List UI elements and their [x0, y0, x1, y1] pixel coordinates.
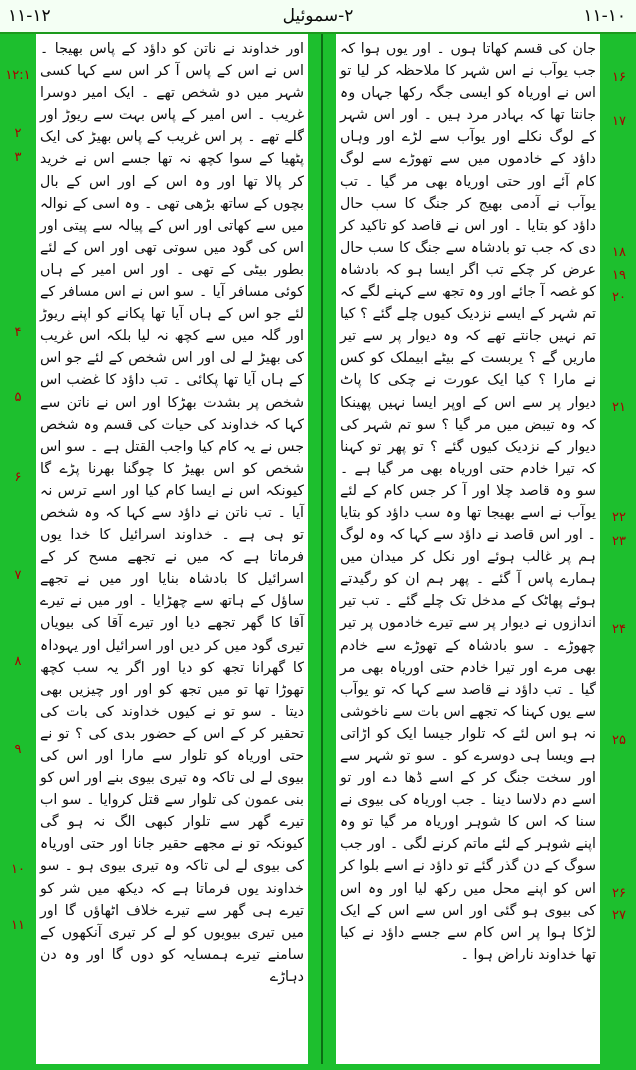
bottom-border	[0, 1064, 636, 1070]
right-verse-number: ۱۹	[612, 268, 626, 283]
left-verse-number: ۱۲:۱	[5, 68, 31, 83]
left-verse-number: ۴	[14, 325, 22, 340]
right-verse-number: ۲۵	[612, 733, 626, 748]
left-text-column	[40, 38, 304, 988]
right-text-column	[340, 38, 596, 966]
right-column-text: جان کی قسم کھاتا ہوں ۔ اور یوں ہوا کہ جب یوآب نے اس شہر کا ملاحظہ کر لیا تو اس نے اوریاہ کو ایسی جگہ رکھا جہاں وہ جانتا تھا کہ بہادر مرد ہیں ۔ اور اس شہر کے لوگ نکلے اور یوآب سے لڑے اور وہاں داؤد کے خادموں میں سے تھوڑے سے لوگ کام آئے اور حتی اوریاہ بھی مر گیا ۔ تب یوآب نے آدمی بھیج کر جنگ کا سب حال داؤد کو بتایا ۔ اور اس نے قاصد کو تاکید کر دی کہ جب تو بادشاہ سے جنگ کا سب حال عرض کر چکے تب اگر ایسا ہو کہ بادشاہ کو غصہ آ جائے اور وہ تجھ سے کہنے لگے کہ تم شہر کے ایسے نزدیک کیوں چلے گئے ؟ کیا تم نہیں جانتے تھے کہ وہ دیوار پر سے تیر ماریں گے ؟ یربست کے بیٹے ابیملک کو کس نے مارا ؟ کیا ایک عورت نے چکی کا پاٹ دیوار پر سے اس کے اوپر ایسا نہیں پھینکا کہ وہ تیبض میں مر گیا ؟ سو تم شہر کی دیوار کے نزدیک کیوں گئے ؟ تو پھر تو کہنا کہ تیرا خادم حتی اوریاہ بھی مر گیا ہے ۔ سو وہ قاصد چلا اور آ کر جس کام کے لئے یوآب نے اسے بھیجا تھا وہ سب داؤد کو بتایا ۔ اور اس قاصد نے داؤد سے کہا کہ وہ لوگ ہم پر غالب ہوئے اور نکل کر میدان میں ہمارے پاس آ گئے ۔ پھر ہم ان کو رگیدتے ہوئے پھاٹک کے مدخل تک چلے گئے ۔ تب تیر اندازوں نے دیوار پر سے تیرے خادموں پر تیر چھوڑے ۔ سو بادشاہ کے تھوڑے سے خادم بھی مرے اور تیرا خادم حتی اوریاہ بھی مر گیا ۔ تب داؤد نے قاصد سے کہا کہ تو یوآب سے یوں کہنا کہ تجھے اس بات سے ناخوشی نہ ہو اس لئے کہ تلوار جیسا ایک کو اڑاتی ہے ویسا ہی دوسرے کو ۔ سو تو شہر سے اور سخت جنگ کر کے اسے ڈھا دے اور تو اسے دم دلاسا دینا ۔ جب اوریاہ کی بیوی نے سنا کہ اس کا شوہر اوریاہ مر گیا تو وہ اپنے شوہر کے لئے ماتم کرنے لگی ۔ اور جب سوگ کے دن گذر گئے تو داؤد نے اسے بلوا کر اس کو اپنے محل میں رکھ لیا اور وہ اس کی بیوی ہو گئی اور اس سے اس کے ایک لڑکا ہوا پر اس کام سے جسے داؤد نے کیا تھا خداوند ناراض ہوا ۔	[340, 41, 596, 963]
left-verse-number: ۱۱	[11, 918, 25, 933]
right-verse-number: ۱۶	[612, 70, 626, 85]
left-verse-number: ۹	[14, 742, 22, 757]
right-verse-number: ۲۲	[612, 510, 626, 525]
page-header	[0, 0, 636, 34]
right-verse-number: ۲۳	[612, 534, 626, 549]
chapter-range-left: ۱۱-۱۲	[8, 6, 51, 26]
left-verse-number: ۸	[14, 654, 22, 669]
chapter-range-right: ۱۱-۱۰	[583, 6, 626, 26]
left-column-text: اور خداوند نے ناتن کو داؤد کے پاس بھیجا ۔ اس نے اس کے پاس آ کر اس سے کہا کسی شہر میں دو شخص تھے ۔ ایک امیر دوسرا غریب ۔ اس امیر کے پاس بہت سے ریوڑ اور گلے تھے ۔ پر اس غریب کے پاس بھیڑ کی ایک پٹھیا کے سوا کچھ نہ تھا جسے اس نے خرید کر پالا تھا اور وہ اس کے اور اس کے بال بچوں کے ساتھ بڑھی تھی ۔ وہ اسی کے نوالہ میں سے کھاتی اور اس کے پیالہ سے پیتی اور اس کی گود میں سوتی تھی اور اس کے لئے بطور بیٹی کے تھی ۔ اور اس امیر کے ہاں کوئی مسافر آیا ۔ سو اس نے اس مسافر کے لئے جو اس کے ہاں آیا تھا پکانے کو اپنے ریوڑ اور گلہ میں سے کچھ نہ لیا بلکہ اس غریب کی بھیڑ لے لی اور اس شخص کے لئے جو اس کے ہاں آیا تھا پکائی ۔ تب داؤد کا غضب اس شخص پر بشدت بھڑکا اور اس نے ناتن سے کہا کہ خداوند کی حیات کی قسم وہ شخص جس نے یہ کام کیا واجب القتل ہے ۔ سو اس شخص کو اس بھیڑ کا چوگنا بھرنا پڑے گا کیونکہ اس نے ایسا کام کیا اور اسے ترس نہ آیا ۔ تب ناتن نے داؤد سے کہا کہ وہ شخص تو ہی ہے ۔ خداوند اسرائیل کا خدا یوں فرماتا ہے کہ میں نے تجھے مسح کر کے اسرائیل کا بادشاہ بنایا اور میں نے تجھے ساؤل کے ہاتھ سے چھڑایا ۔ اور میں نے تیرے آقا کا گھر تجھے دیا اور تیرے آقا کی بیویاں تیری گود میں کر دیں اور اسرائیل اور یہوداہ کا گھرانا تجھ کو دیا اور اگر یہ سب کچھ تھوڑا تھا تو میں تجھ کو اور اور چیزیں بھی دیتا ۔ سو تو نے کیوں خداوند کی بات کی تحقیر کر کے اس کے حضور بدی کی ؟ تو نے حتی اوریاہ کو تلوار سے مارا اور اس کی بیوی لے لی تاکہ وہ تیری بیوی بنے اور اس کو بنی عمون کی تلوار سے قتل کروایا ۔ سو اب تیرے گھر سے تلوار کبھی الگ نہ ہو گی کیونکہ تو نے مجھے حقیر جانا اور حتی اوریاہ کی بیوی لے لی تاکہ وہ تیری بیوی ہو ۔ سو خداوند یوں فرماتا ہے کہ دیکھ میں شر کو تیرے ہی گھر سے تیرے خلاف اٹھاؤں گا اور میں تیری بیویوں کو لے کر تیری آنکھوں کے سامنے تیرے ہمسایہ کو دوں گا اور وہ دن دہاڑے	[40, 41, 304, 985]
right-verse-number: ۱۷	[612, 114, 626, 129]
left-margin-gutter	[0, 34, 36, 1064]
left-verse-number: ۲	[14, 126, 22, 141]
center-gutter	[308, 34, 336, 1064]
right-verse-number: ۲۷	[612, 908, 626, 923]
left-verse-number: ۶	[14, 470, 22, 485]
right-verse-number: ۲۶	[612, 886, 626, 901]
right-verse-number: ۲۱	[612, 400, 626, 415]
left-verse-number: ۱۰	[11, 862, 25, 877]
right-verse-number: ۱۸	[612, 245, 626, 260]
right-verse-number: ۲۴	[612, 622, 626, 637]
left-verse-number: ۳	[14, 150, 22, 165]
left-verse-number: ۷	[14, 568, 22, 583]
book-title: ۲-سموئیل	[282, 6, 354, 26]
left-verse-number: ۵	[14, 390, 22, 405]
right-verse-number: ۲۰	[612, 290, 626, 305]
